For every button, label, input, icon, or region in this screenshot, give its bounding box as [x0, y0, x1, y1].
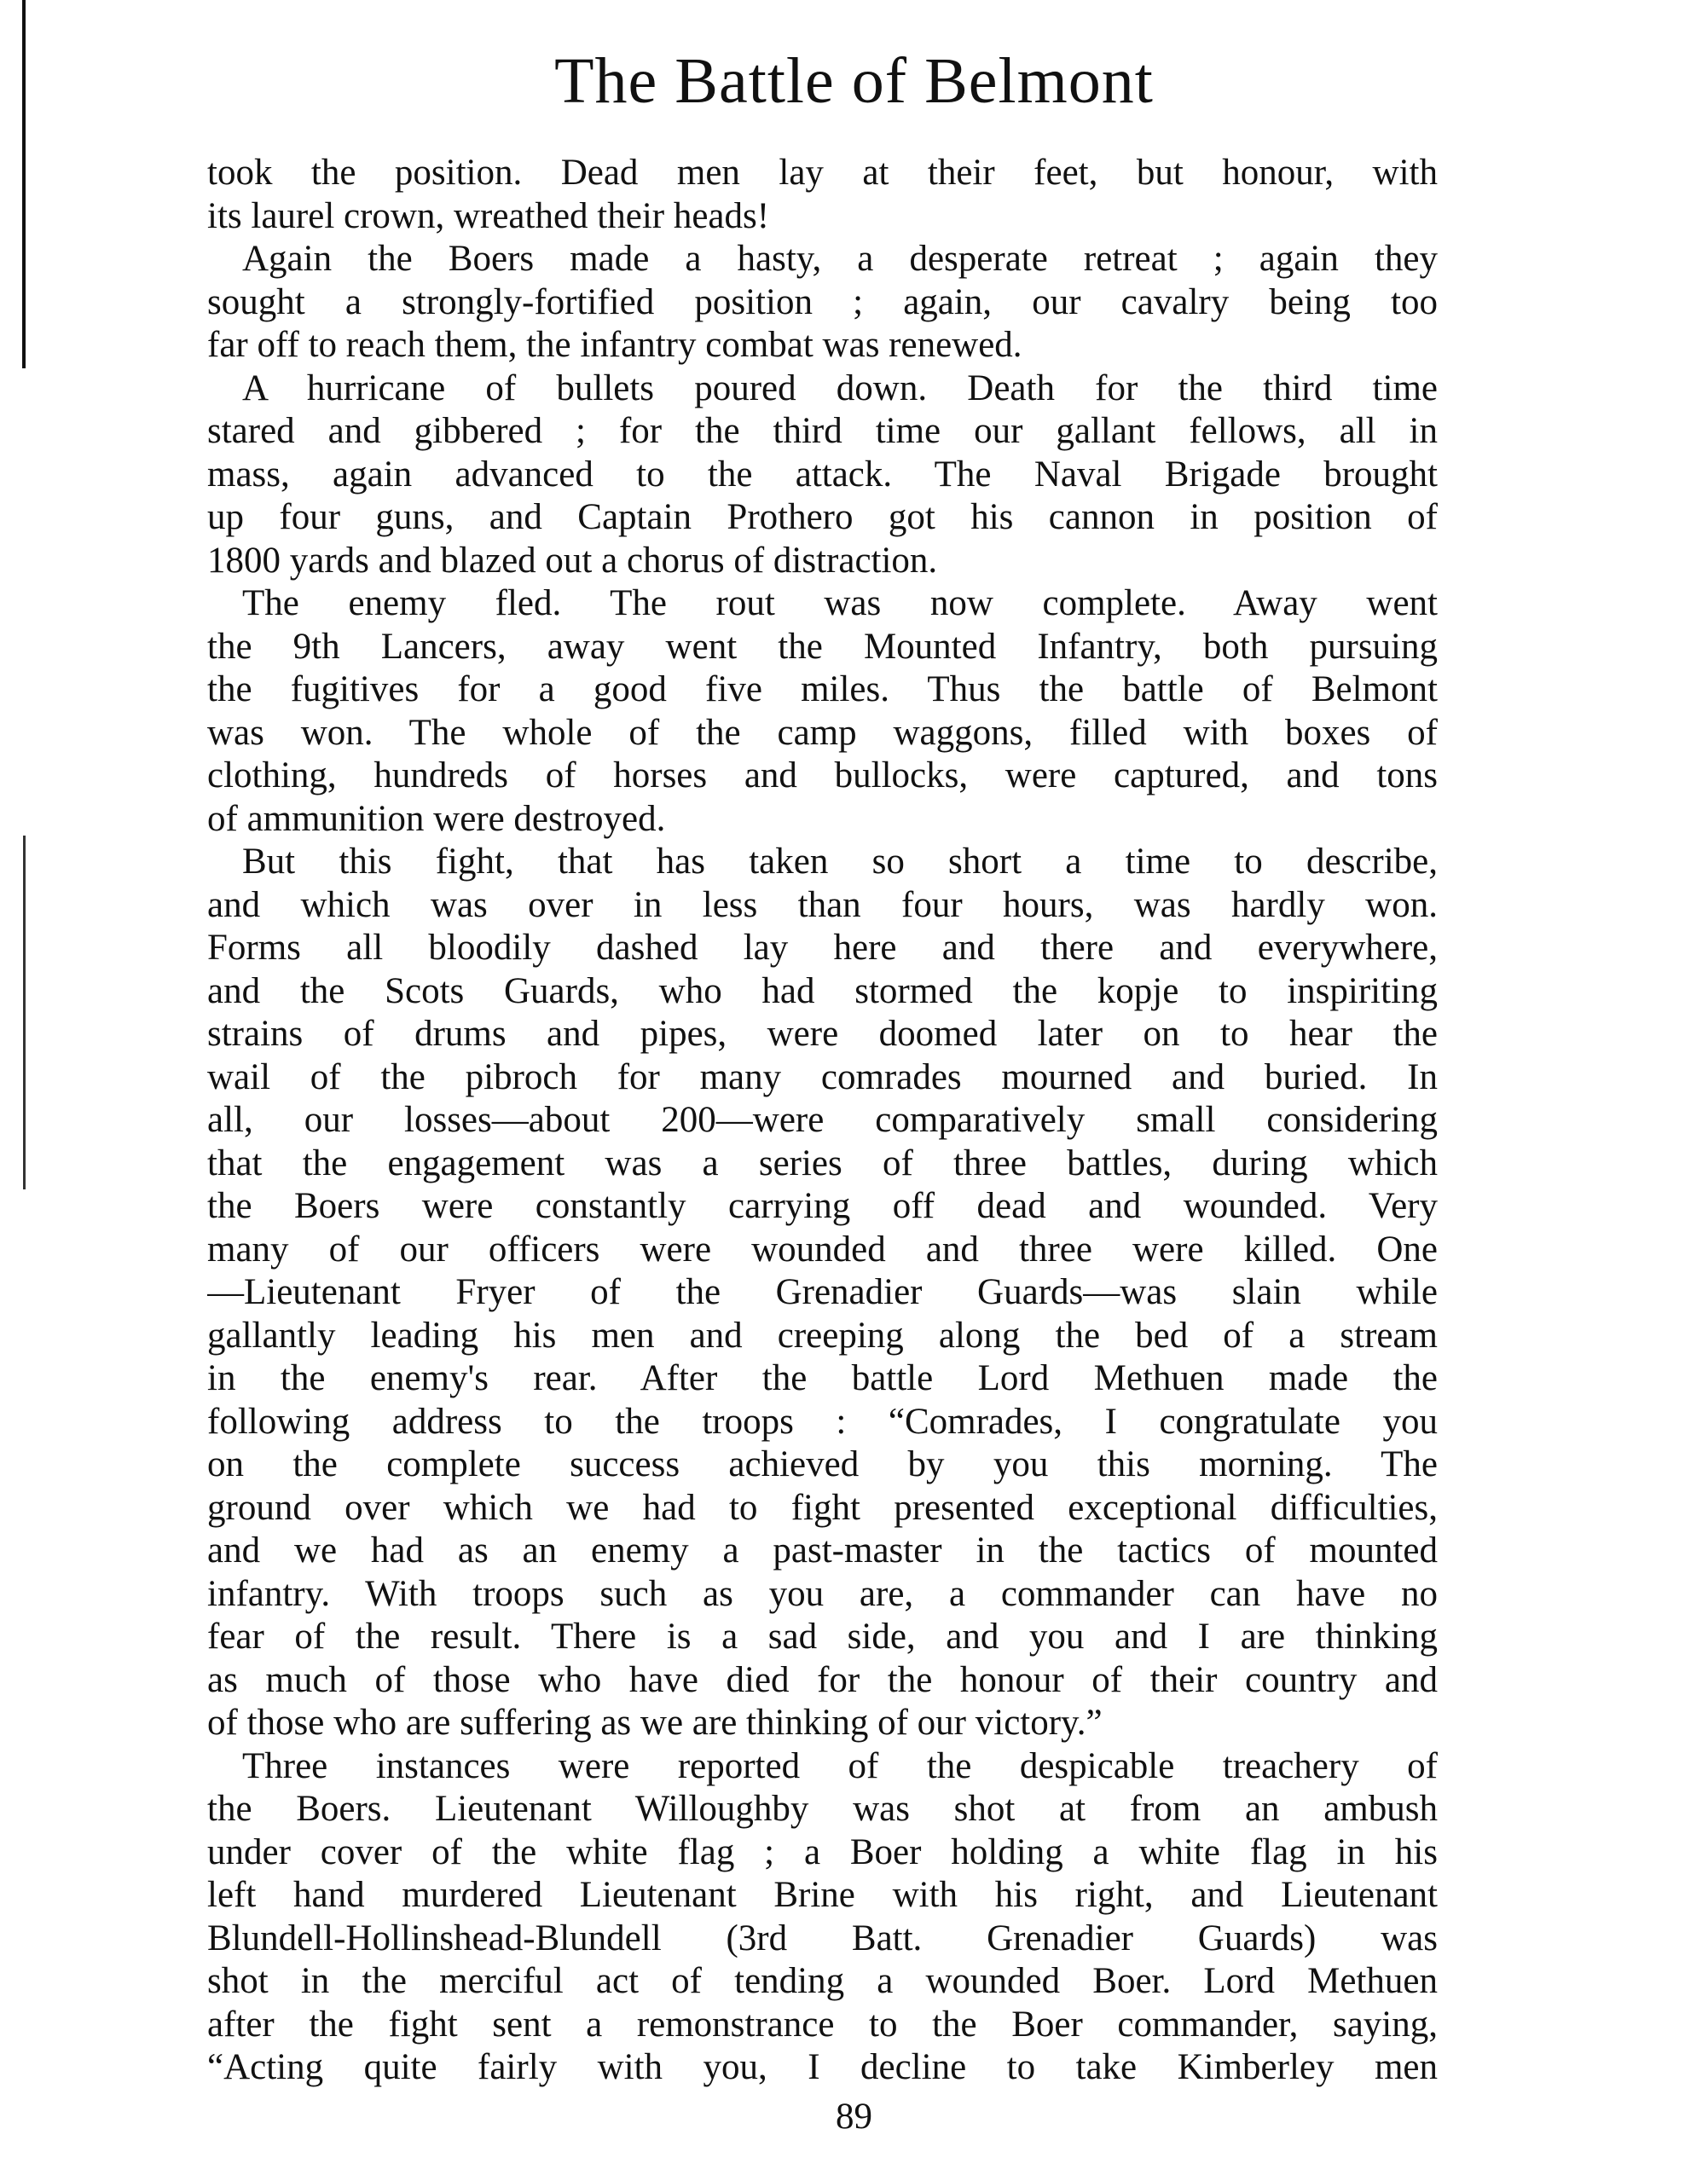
text-line: the Boers. Lieutenant Willoughby was shot at from an ambush: [207, 1789, 1438, 1829]
text-line: But this fight, that has taken so short a time to describe,: [242, 842, 1438, 882]
text-line: Again the Boers made a hasty, a desperate retreat ; again they: [242, 239, 1438, 279]
text-line: following address to the troops : “Comrades, I congratulate you: [207, 1401, 1438, 1442]
text-line: A hurricane of bullets poured down. Death for the third time: [242, 367, 1438, 408]
text-line: as much of those who have died for the honour of their country and: [207, 1659, 1438, 1700]
page-title: The Battle of Belmont: [554, 45, 1154, 117]
text-line: after the fight sent a remonstrance to the Boer commander, saying,: [207, 2004, 1438, 2045]
body-text: [207, 152, 1438, 2090]
paragraph: [207, 152, 1438, 238]
text-line: sought a strongly-fortified position ; again, our cavalry being too: [207, 281, 1438, 322]
text-line: left hand murdered Lieutenant Brine with his right, and Lieutenant: [207, 1875, 1438, 1915]
text-line: 1800 yards and blazed out a chorus of distraction.: [207, 540, 938, 581]
text-line: mass, again advanced to the attack. The Naval Brigade brought: [207, 454, 1438, 495]
text-line: Forms all bloodily dashed lay here and there and everywhere,: [207, 928, 1438, 968]
text-line: shot in the merciful act of tending a wounded Boer. Lord Methuen: [207, 1961, 1438, 2001]
text-line: took the position. Dead men lay at their feet, but honour, with: [207, 153, 1438, 193]
text-line: of those who are suffering as we are thinking of our victory.”: [207, 1703, 1103, 1743]
text-line: strains of drums and pipes, were doomed later on to hear the: [207, 1014, 1438, 1054]
text-line: the Boers were constantly carrying off dead and wounded. Very: [207, 1186, 1438, 1226]
text-line: stared and gibbered ; for the third time our gallant fellows, all in: [207, 411, 1438, 451]
text-line: and we had as an enemy a past-master in the tactics of mounted: [207, 1530, 1438, 1571]
text-line: —Lieutenant Fryer of the Grenadier Guards—was slain while: [207, 1272, 1438, 1312]
page-number: 89: [836, 2097, 872, 2137]
paragraph: [207, 1745, 1438, 2090]
text-line: Three instances were reported of the despicable treachery of: [242, 1745, 1438, 1786]
text-line: ground over which we had to fight presented exceptional difficulties,: [207, 1487, 1438, 1528]
text-line: was won. The whole of the camp waggons, filled with boxes of: [207, 712, 1438, 753]
text-line: under cover of the white flag ; a Boer holding a white flag in his: [207, 1831, 1438, 1872]
text-line: wail of the pibroch for many comrades mourned and buried. In: [207, 1056, 1438, 1097]
paragraph: [207, 582, 1438, 841]
text-line: far off to reach them, the infantry combat was renewed.: [207, 325, 1022, 365]
text-line: the 9th Lancers, away went the Mounted Infantry, both pursuing: [207, 626, 1438, 667]
text-line: and which was over in less than four hours, was hardly won.: [207, 884, 1438, 925]
text-line: the fugitives for a good five miles. Thus the battle of Belmont: [207, 669, 1438, 709]
text-line: infantry. With troops such as you are, a commander can have no: [207, 1573, 1438, 1614]
text-line: “Acting quite fairly with you, I decline to take Kimberley men: [207, 2047, 1438, 2087]
text-line: of ammunition were destroyed.: [207, 798, 666, 839]
text-line: all, our losses—about 200—were comparatively small considering: [207, 1100, 1438, 1140]
text-line: clothing, hundreds of horses and bullocks, were captured, and tons: [207, 755, 1438, 795]
text-line: many of our officers were wounded and three were killed. One: [207, 1229, 1438, 1270]
text-line: its laurel crown, wreathed their heads!: [207, 195, 770, 236]
text-line: gallantly leading his men and creeping along the bed of a stream: [207, 1315, 1438, 1356]
text-line: The enemy fled. The rout was now complete. Away went: [242, 583, 1438, 623]
text-line: up four guns, and Captain Prothero got his cannon in position of: [207, 497, 1438, 537]
text-line: fear of the result. There is a sad side, and you and I are thinking: [207, 1617, 1438, 1657]
text-line: that the engagement was a series of three battles, during which: [207, 1143, 1438, 1183]
text-line: on the complete success achieved by you this morning. The: [207, 1444, 1438, 1484]
text-line: and the Scots Guards, who had stormed the kopje to inspiriting: [207, 970, 1438, 1011]
paragraph: [207, 367, 1438, 583]
text-line: Blundell-Hollinshead-Blundell (3rd Batt. Grenadier Guards) was: [207, 1918, 1438, 1958]
paragraph: [207, 238, 1438, 367]
paragraph: [207, 841, 1438, 1745]
page-edge-mark: [23, 836, 26, 1189]
text-line: in the enemy's rear. After the battle Lord Methuen made the: [207, 1358, 1438, 1398]
